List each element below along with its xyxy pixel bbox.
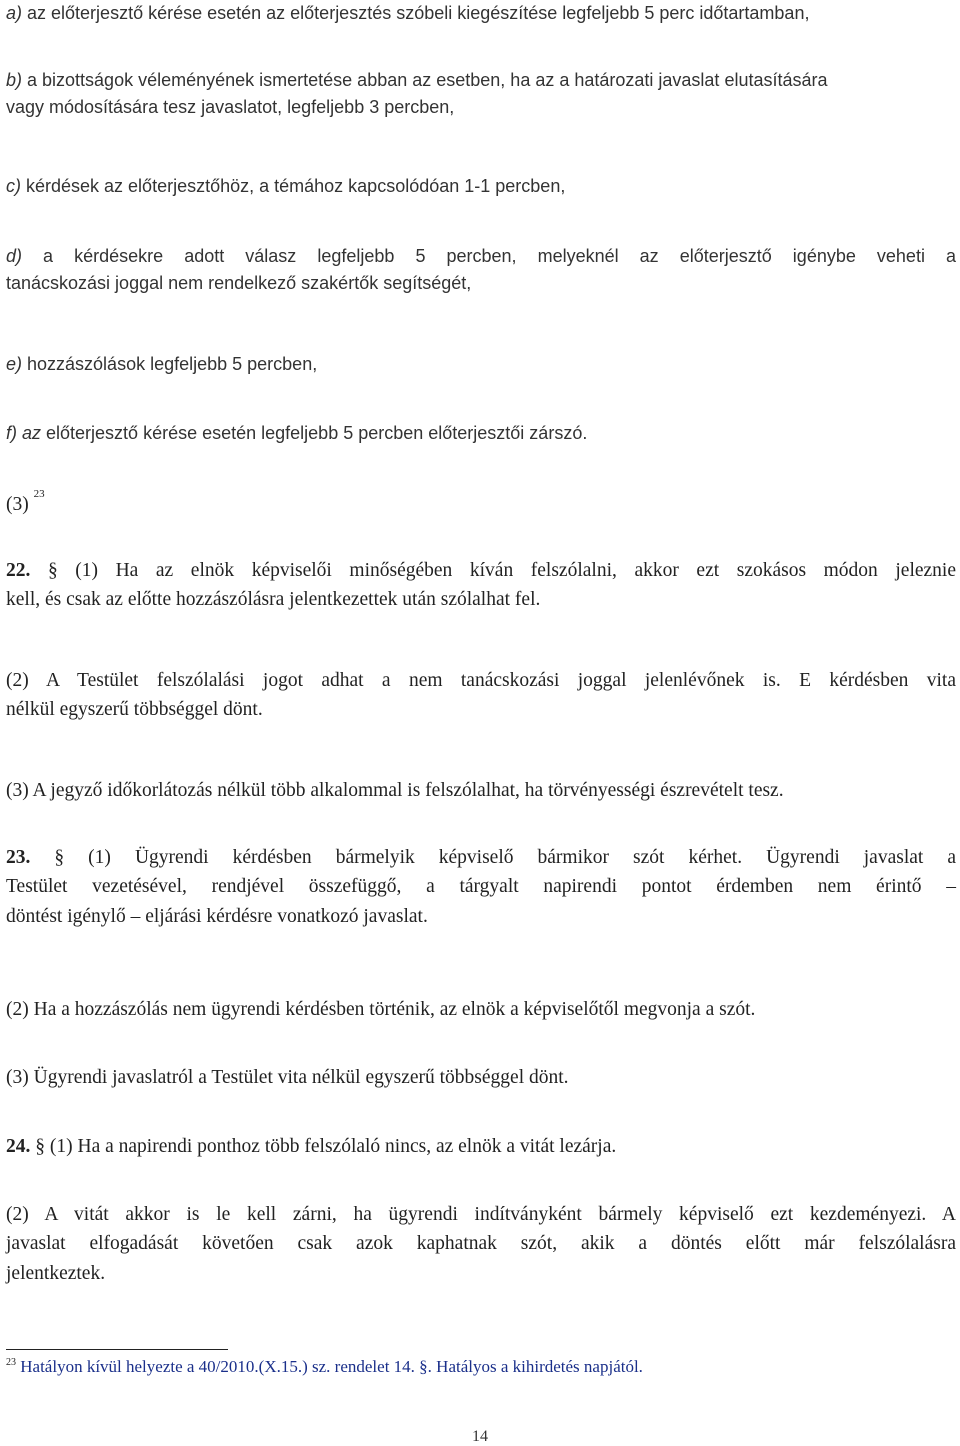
paragraph-3-label: (3)	[6, 494, 29, 515]
item-d-letter: d)	[6, 246, 23, 266]
section-24-symbol: §	[35, 1136, 45, 1157]
section-24-p2-line1: (2) A vitát akkor is le kell zárni, ha ügyrendi indítványként bármely képviselő ezt kezdeményezi. A	[6, 1204, 956, 1225]
section-24-paragraph-2	[6, 1200, 956, 1288]
item-b-letter: b)	[6, 70, 23, 90]
section-22-number: 22.	[6, 560, 31, 581]
section-24-paragraph-1	[6, 1132, 956, 1161]
footnote-text: Hatályon kívül helyezte a 40/2010.(X.15.) sz. rendelet 14. §. Hatályos a kihirdetés napjától.	[20, 1357, 643, 1376]
section-22-paragraph-1	[6, 556, 956, 615]
item-c	[6, 173, 956, 200]
section-23-paragraph-3	[6, 1063, 956, 1092]
section-22-p1-line2: kell, és csak az előtte hozzászólásra jelentkezettek után szólalhat fel.	[6, 589, 541, 611]
section-23-symbol: §	[54, 847, 65, 868]
page-number: 14	[472, 1428, 488, 1445]
item-c-text: kérdések az előterjesztőhöz, a témához kapcsolódóan 1-1 percben,	[21, 176, 566, 196]
item-e	[6, 351, 956, 378]
footnote	[6, 1357, 643, 1377]
item-d-line1: a kérdésekre adott válasz legfeljebb 5 percben, melyeknél az előterjesztő igénybe veheti a	[22, 246, 956, 266]
item-b-line2: vagy módosítására tesz javaslatot, legfeljebb 3 percben,	[6, 97, 455, 117]
footnote-number: 23	[6, 1357, 16, 1368]
section-22-p2-line2: nélkül egyszerű többséggel dönt.	[6, 699, 263, 721]
section-23-paragraph-1	[6, 843, 956, 931]
item-a	[6, 0, 956, 27]
footnote-separator	[6, 1349, 228, 1350]
item-f	[6, 420, 956, 447]
item-f-letter: f)	[6, 423, 17, 443]
section-22-paragraph-3	[6, 776, 956, 805]
section-24-p2-line3: jelentkeztek.	[6, 1262, 106, 1284]
section-24-number: 24.	[6, 1136, 31, 1157]
item-d	[6, 243, 956, 297]
section-22-symbol: §	[47, 560, 58, 581]
section-24-p2-line2: javaslat elfogadását követően csak azok kaphatnak szót, akik a döntés előtt már felszólalásra	[6, 1233, 956, 1255]
section-23-p1-line2: Testület vezetésével, rendjével összefüggő, a tárgyalt napirendi pontot érdemben nem érintő –	[6, 876, 956, 898]
section-23-p1-line3: döntést igénylő – eljárási kérdésre vonatkozó javaslat.	[6, 905, 428, 927]
item-c-letter: c)	[6, 176, 21, 196]
item-d-line2: tanácskozási joggal nem rendelkező szakértők segítségét,	[6, 273, 472, 293]
section-24-p1-text: (1) Ha a napirendi ponthoz több felszólaló nincs, az elnök a vitát lezárja.	[45, 1136, 617, 1157]
section-22-p2-line1: (2) A Testület felszólalási jogot adhat a nem tanácskozási joggal jelenlévőnek is. E kérdésben vita	[6, 670, 956, 691]
section-23-paragraph-2	[6, 995, 956, 1024]
item-f-text: előterjesztő kérése esetén legfeljebb 5 percben előterjesztői zárszó.	[41, 423, 588, 443]
item-b-line1: a bizottságok véleményének ismertetése abban az esetben, ha az a határozati javaslat elutasítására	[22, 70, 828, 90]
item-f-lead: az	[17, 423, 42, 443]
section-22-paragraph-2	[6, 666, 956, 725]
section-22-p1-line1: (1) Ha az elnök képviselői minőségében kíván felszólalni, akkor ezt szokásos módon jeleznie	[57, 560, 956, 581]
item-e-text: hozzászólások legfeljebb 5 percben,	[22, 354, 318, 374]
section-22-p3-text: (3) A jegyző időkorlátozás nélkül több alkalommal is felszólalhat, ha törvényességi észrevételt tesz.	[6, 780, 784, 801]
section-23-p1-line1: (1) Ügyrendi kérdésben bármelyik képviselő bármikor szót kérhet. Ügyrendi javaslat a	[64, 847, 956, 868]
paragraph-3-repealed	[6, 490, 956, 519]
section-23-p2-text: (2) Ha a hozzászólás nem ügyrendi kérdésben történik, az elnök a képviselőtől megvonja a szót.	[6, 999, 756, 1020]
section-23-number: 23.	[6, 847, 31, 868]
footnote-reference: 23	[33, 488, 45, 500]
item-b	[6, 67, 956, 121]
item-a-letter: a)	[6, 3, 23, 23]
item-e-letter: e)	[6, 354, 23, 374]
section-23-p3-text: (3) Ügyrendi javaslatról a Testület vita nélkül egyszerű többséggel dönt.	[6, 1067, 569, 1088]
item-a-text: az előterjesztő kérése esetén az előterjesztés szóbeli kiegészítése legfeljebb 5 perc időtartamban,	[22, 3, 810, 23]
